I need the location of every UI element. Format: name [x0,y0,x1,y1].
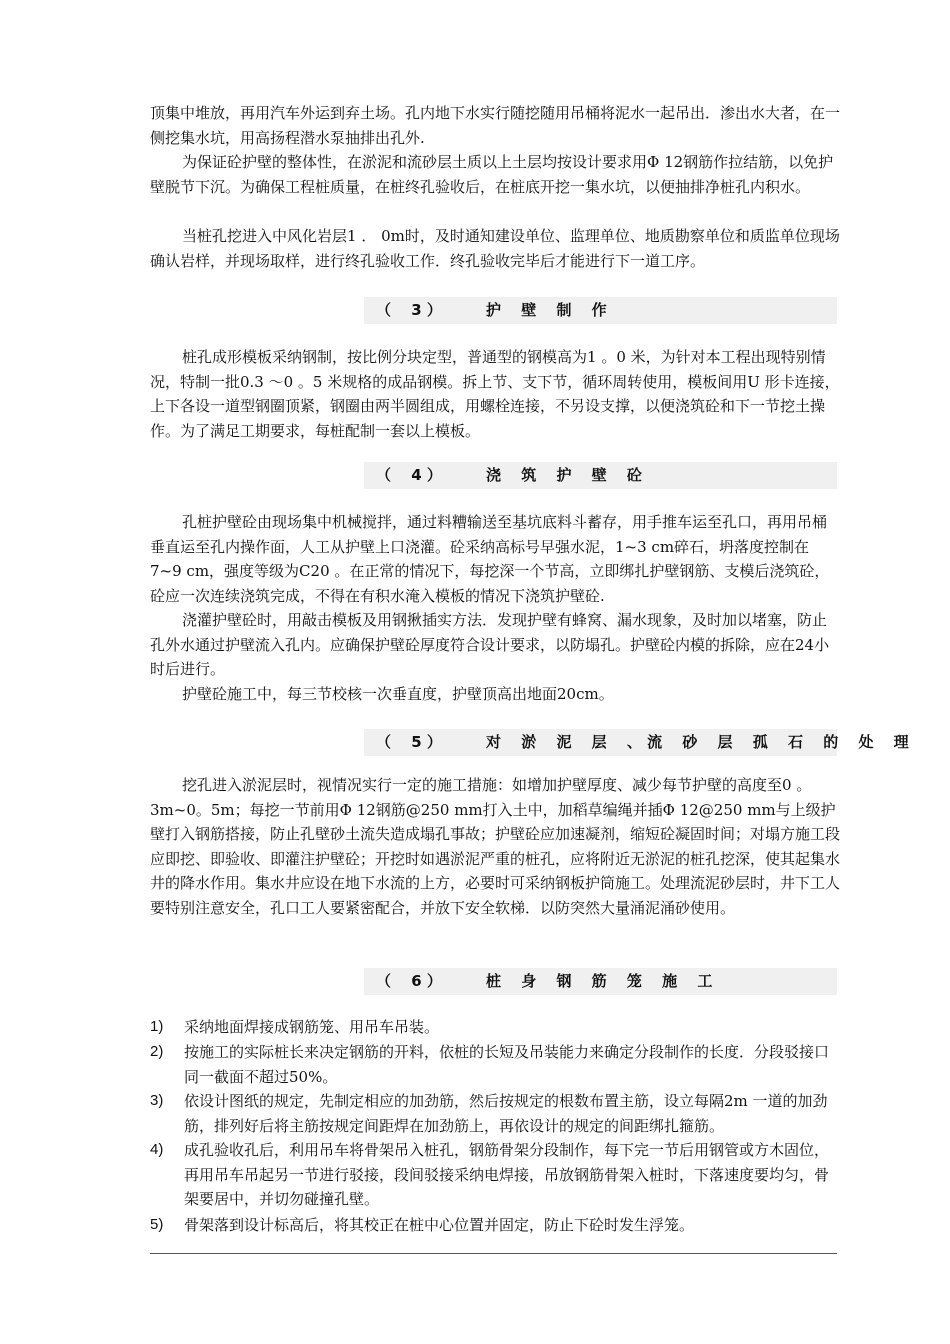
list-number: 4) [150,1141,164,1158]
section-title: 浇 筑 护 壁 砼 [486,466,642,484]
section-heading-4 [364,462,837,489]
paragraph-concrete-mixing: 孔桩护壁砼由现场集中机械搅拌，通过料糟输送至基坑底料斗蓄存，用手推车运至孔口，再用吊桶垂直运至孔内操作面，人工从护壁上口浇灌。砼采纳高标号早强水泥，1~3 cm碎石，坍落度控制在7~9 cm，强度等级为C20 。在正常的情况下，每挖深一个节高，立即绑扎护壁钢筋、支模后浇筑砼，砼应一次连续浇筑完成，不得在有积水淹入模板的情况下浇筑护壁砼. [150,513,830,605]
paragraph-formwork: 桩孔成形模板采纳钢制，按比例分块定型，普通型的钢模高为1 。0 米，为针对本工程出现特别情况，特制一批0.3 ～0 。5 米规格的成品钢模。拆上节、支下节，循环周转使用，模板间用U 形卡连接，上下各设一道型钢圈顶紧，钢圈由两半圆组成，用螺栓连接，不另设支撑，以便浇筑砼和下一节挖土操作。为了满足工期要求，每桩配制一套以上模板。 [150,348,840,440]
list-item [150,1089,840,1138]
list-text: 按施工的实际桩长来决定钢筋的开料，依桩的长短及吊装能力来确定分段制作的长度．分段驳接口同一截面不超过50%。 [184,1043,830,1086]
section-title: 桩 身 钢 筋 笼 施 工 [486,972,713,990]
list-number: 3) [150,1092,164,1109]
list-item [150,1138,840,1212]
section-number: （ 3 ） [376,301,442,319]
section-heading-5 [364,729,950,756]
list-number: 2) [150,1043,164,1060]
section-heading-3 [364,297,837,324]
list-item [150,1015,840,1040]
paragraph-tie-bars: 为保证砼护壁的整体性，在淤泥和流砂层土质以上土层均按设计要求用Φ 12钢筋作拉结筋，以免护壁脱节下沉。为确保工程桩质量，在桩终孔验收后，在桩底开挖一集水坑，以便抽排净桩孔内积水。 [150,153,834,196]
paragraph-verticality: 护壁砼施工中，每三节校核一次垂直度，护壁顶高出地面20cm。 [182,685,614,703]
list-text: 依设计图纸的规定，先制定相应的加劲筋，然后按规定的根数布置主筋，设立每隔2m 一道的加劲筋，排列好后将主筋按规定间距焊在加劲筋上，再依设计的规定的间距绑扎箍筋。 [184,1092,828,1135]
paragraph-pouring: 浇灌护壁砼时，用敲击模板及用钢揪插实方法．发现护壁有蜂窝、漏水现象，及时加以堵塞，防止孔外水通过护壁流入孔内。应确保护壁砼厚度符合设计要求，以防塌孔。护壁砼内模的拆除，应在24小时后进行。 [150,611,830,678]
section-title: 对 淤 泥 层 、 流 砂 层 孤 石 的 处 理 [486,733,909,751]
section-number: （ 5 ） [376,733,442,751]
list-text: 采纳地面焊接成钢筋笼、用吊车吊装。 [184,1018,440,1036]
paragraph-excavation-disposal: 顶集中堆放，再用汽车外运到弃土场。孔内地下水实行随挖随用吊桶将泥水一起吊出．渗出水大者，在一侧挖集水坑，用高扬程潜水泵抽排出孔外. [150,104,841,147]
list-item [150,1213,840,1238]
list-text: 成孔验收孔后，利用吊车将骨架吊入桩孔，钢筋骨架分段制作，每下完一节后用钢管或方木固位，再用吊车吊起另一节进行驳接，段间驳接采纳电焊接，吊放钢筋骨架入桩时，下落速度要均匀，骨架要居中，并切勿碰撞孔壁。 [184,1141,830,1208]
list-item [150,1040,840,1089]
section-number: （ 6 ） [376,972,442,990]
section-heading-6 [364,968,837,995]
paragraph-silt-treatment: 挖孔进入淤泥层时，视情况实行一定的施工措施：如增加护壁厚度、减少每节护壁的高度至0 。3m~0。5m；每挖一节前用Φ 12钢筋@250 mm打入土中，加稻草编绳并插Φ 12@250 mm与上级护壁打入钢筋搭接，防止孔壁砂土流失造成塌孔事故；护壁砼应加速凝剂，缩短砼凝固时间；对塌方施工段应即挖、即验收、即灌注护壁砼；开挖时如遇淤泥严重的桩孔，应将附近无淤泥的桩孔挖深，使其起集水井的降水作用。集水井应设在地下水流的上方，必要时可采纳钢板护筒施工。处理流泥砂层时，井下工人要特别注意安全，孔口工人要紧密配合，并放下安全软梯．以防突然大量涌泥涌砂使用。 [150,776,841,917]
list-text: 骨架落到设计标高后，将其校正在桩中心位置并固定，防止下砼时发生浮笼。 [184,1216,695,1234]
section-title: 护 壁 制 作 [486,301,607,319]
footer-divider [150,1253,837,1254]
section-number: （ 4 ） [376,466,442,484]
list-number: 1) [150,1018,164,1035]
paragraph-rock-layer-inspection: 当桩孔挖进入中风化岩层1 ． 0m时，及时通知建设单位、监理单位、地质勘察单位和质监单位现场确认岩样，并现场取样，进行终孔验收工作．终孔验收完毕后才能进行下一道工序。 [150,227,840,270]
list-number: 5) [150,1216,164,1233]
